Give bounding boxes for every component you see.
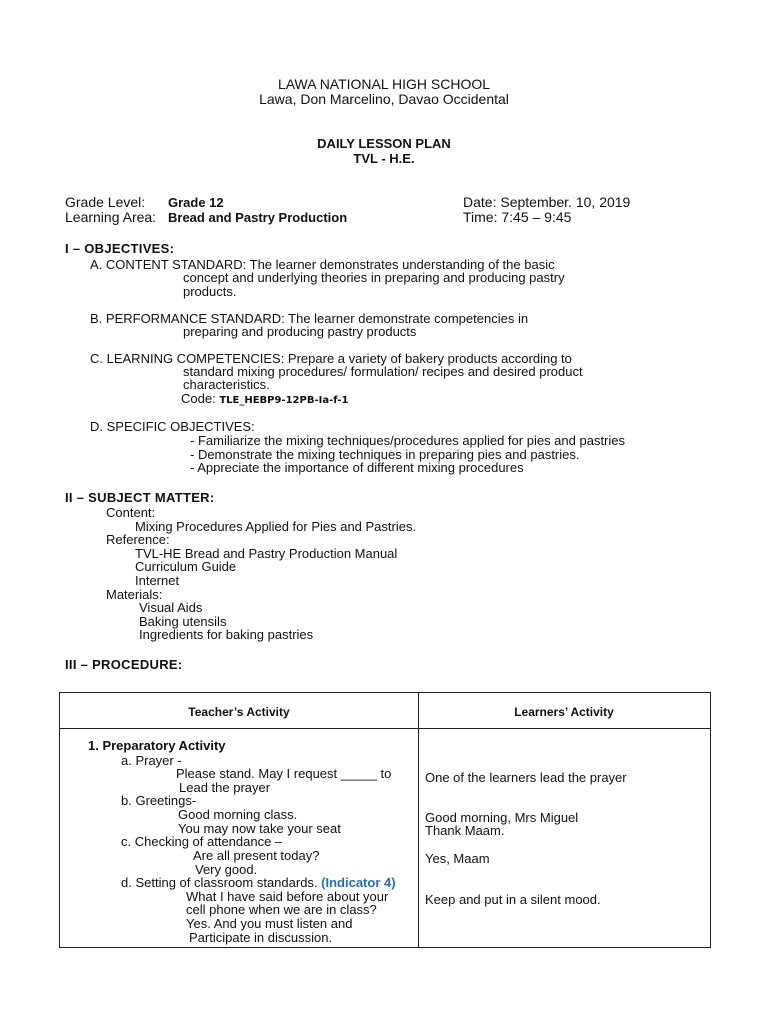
lesson-date: Date: September. 10, 2019: [463, 194, 631, 210]
procedure-heading: III – PROCEDURE:: [65, 657, 183, 672]
material-item: Ingredients for baking pastries: [139, 627, 314, 642]
specific-objective-item: - Demonstrate the mixing techniques in preparing pies and pastries.: [190, 447, 580, 462]
teacher-line: cell phone when we are in class?: [186, 902, 377, 917]
reference-label: Reference:: [106, 532, 170, 547]
teacher-line: Good morning class.: [178, 807, 298, 822]
classroom-standards-label: [121, 876, 396, 890]
attendance-label: c. Checking of attendance –: [121, 834, 283, 849]
learning-area-value: Bread and Pastry Production: [168, 210, 348, 225]
specific-objective-item: - Appreciate the importance of different mixing procedures: [190, 460, 524, 475]
content-value: Mixing Procedures Applied for Pies and Pastries.: [135, 519, 417, 534]
teacher-line: Very good.: [195, 862, 258, 877]
teacher-line: Are all present today?: [193, 848, 320, 863]
material-item: Visual Aids: [139, 600, 203, 615]
teacher-line: Lead the prayer: [179, 780, 271, 795]
performance-standard-line2: preparing and producing pastry products: [183, 324, 417, 339]
col-header-learners: Learners’ Activity: [514, 705, 614, 719]
content-standard: A. CONTENT STANDARD: The learner demonstrates understanding of the basic: [90, 257, 555, 272]
reference-item: TVL-HE Bread and Pastry Production Manual: [135, 546, 398, 561]
lesson-time: Time: 7:45 – 9:45: [463, 209, 572, 225]
performance-standard: B. PERFORMANCE STANDARD: The learner demonstrate competencies in: [90, 311, 529, 326]
learning-competencies: C. LEARNING COMPETENCIES: Prepare a variety of bakery products according to: [90, 351, 572, 366]
competency-code: [181, 392, 349, 407]
col-header-teacher: Teacher’s Activity: [188, 705, 290, 719]
classroom-standards-text: d. Setting of classroom standards.: [121, 875, 322, 890]
grade-level-label: Grade Level:: [65, 194, 146, 210]
learning-competencies-line2: standard mixing procedures/ formulation/ recipes and desired product: [183, 364, 583, 379]
learning-competencies-line3: characteristics.: [183, 377, 270, 392]
learner-line: Good morning, Mrs Miguel: [425, 810, 579, 825]
objectives-heading: I – OBJECTIVES:: [65, 241, 175, 256]
content-standard-line2: concept and underlying theories in preparing and producing pastry: [183, 270, 565, 285]
greetings-label: b. Greetings-: [121, 793, 197, 808]
section-preparatory-activity: 1. Preparatory Activity: [88, 738, 226, 753]
doc-title: DAILY LESSON PLAN: [317, 136, 451, 151]
code-value: TLE_HEBP9-12PB-Ia-f-1: [219, 395, 349, 406]
learner-line: Keep and put in a silent mood.: [425, 892, 601, 907]
reference-item: Curriculum Guide: [135, 559, 237, 574]
procedure-table: [59, 692, 711, 948]
teacher-line: What I have said before about your: [186, 889, 389, 904]
grade-level-value: Grade 12: [168, 195, 224, 210]
learner-line: Yes, Maam: [425, 851, 490, 866]
teacher-line: Please stand. May I request _____ to: [176, 766, 392, 781]
materials-label: Materials:: [106, 587, 163, 602]
specific-objective-item: - Familiarize the mixing techniques/procedures applied for pies and pastries: [190, 433, 625, 448]
subject-matter-heading: II – SUBJECT MATTER:: [65, 490, 215, 505]
indicator-badge: (Indicator 4): [321, 875, 396, 890]
learner-line: Thank Maam.: [425, 823, 505, 838]
teacher-line: You may now take your seat: [178, 821, 341, 836]
specific-objectives: D. SPECIFIC OBJECTIVES:: [90, 419, 255, 434]
reference-item: Internet: [135, 573, 180, 588]
header-divider: [60, 728, 710, 729]
prayer-label: a. Prayer -: [121, 753, 182, 768]
doc-subject: TVL - H.E.: [353, 151, 415, 166]
content-standard-line3: products.: [183, 284, 237, 299]
teacher-line: Yes. And you must listen and: [186, 916, 353, 931]
learning-area-label: Learning Area:: [65, 209, 157, 225]
learner-line: One of the learners lead the prayer: [425, 770, 627, 785]
code-label: Code:: [181, 391, 220, 406]
school-name: LAWA NATIONAL HIGH SCHOOL: [277, 76, 491, 92]
content-label: Content:: [106, 505, 156, 520]
column-divider: [418, 693, 419, 947]
teacher-line: Participate in discussion.: [189, 930, 333, 945]
school-address: Lawa, Don Marcelino, Davao Occidental: [259, 91, 509, 107]
material-item: Baking utensils: [139, 614, 227, 629]
